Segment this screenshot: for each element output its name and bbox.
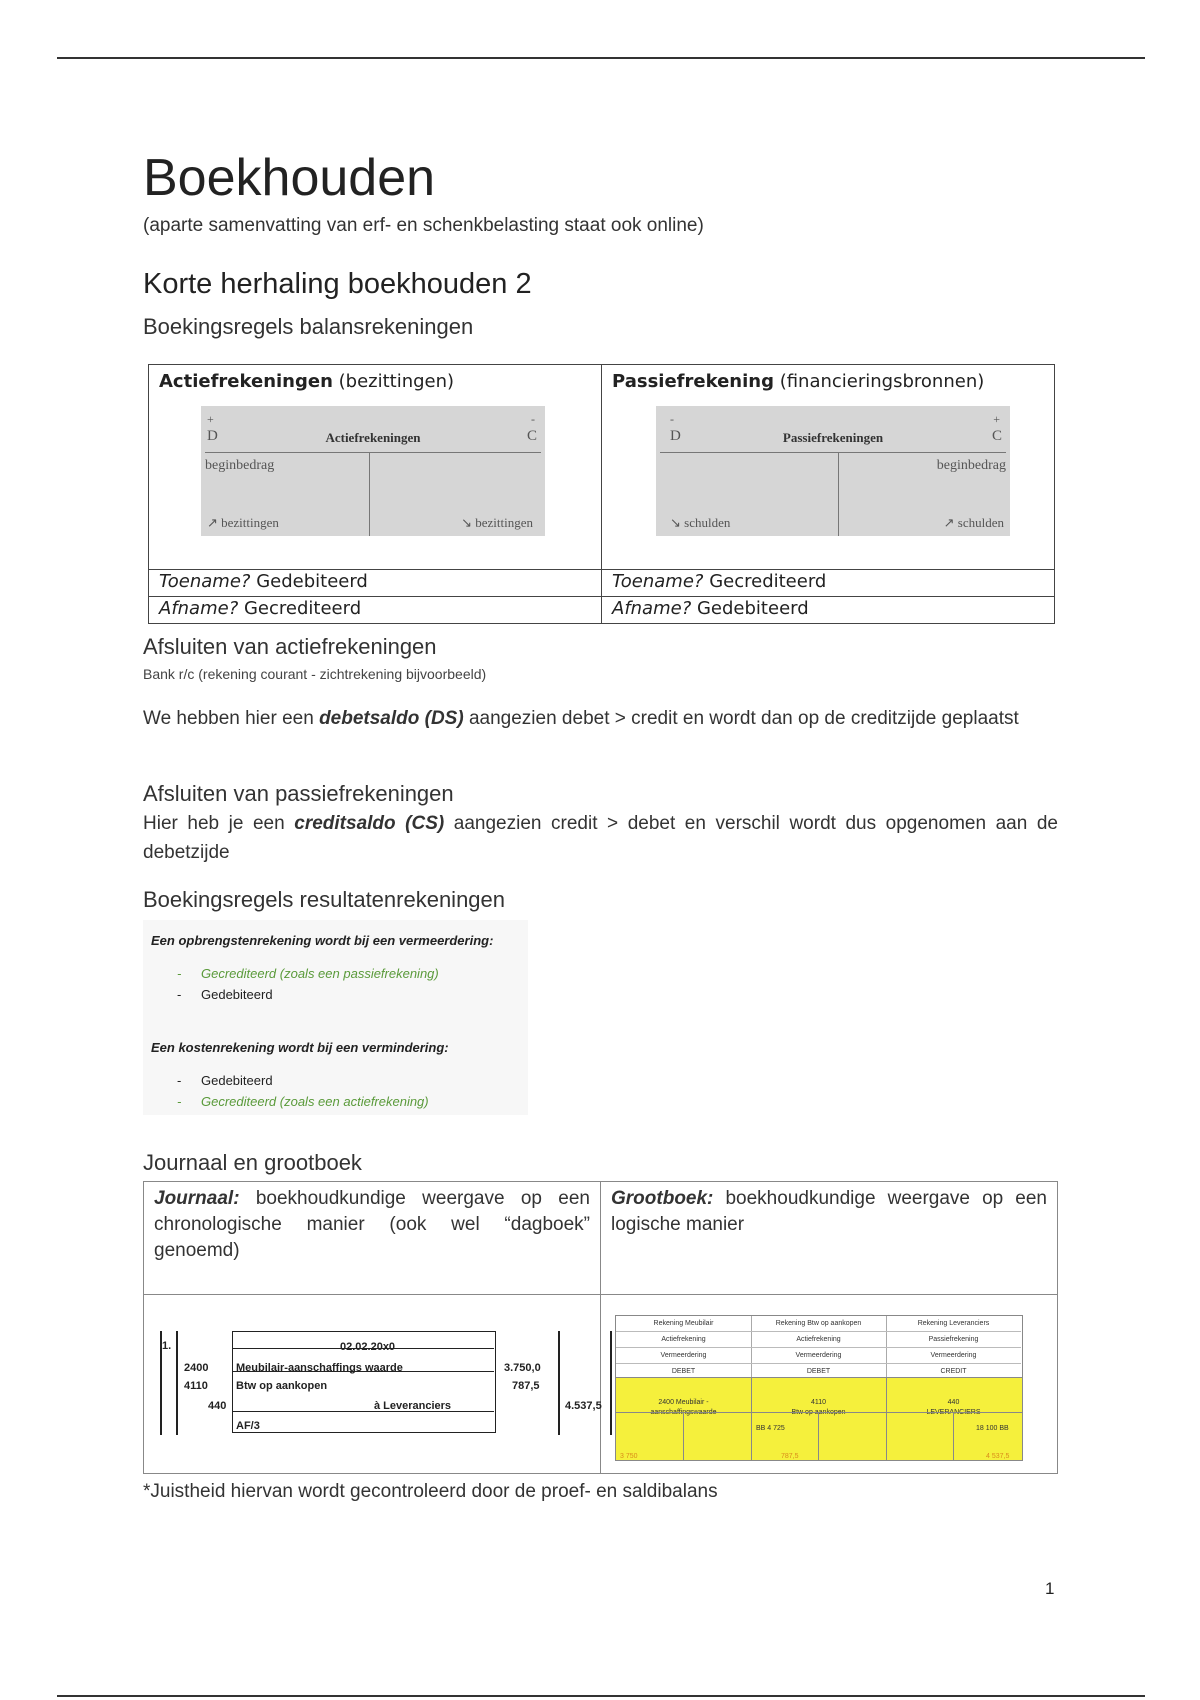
entry-desc-2: Btw op aankopen [236, 1380, 328, 1392]
resultaten-image: Een opbrengstenrekening wordt bij een vermeerdering: - Gecrediteerd (zoals een passiefrekening) - Gedebiteerd Een kostenrekening wordt bij een vermindering: - Gedebiteerd - Gecrediteerd (zoals een actiefrekening) [143, 920, 528, 1115]
entry-ref: AF/3 [236, 1420, 260, 1432]
passief-header-note: (financieringsbronnen) [773, 371, 985, 392]
passief-minus: - [670, 412, 674, 426]
passief-plus: + [993, 412, 1000, 426]
heading-balansrekeningen: Boekingsregels balansrekeningen [143, 314, 474, 339]
actief-decrease: ↘ bezittingen [461, 515, 533, 530]
entry-account-3: 440 [208, 1400, 227, 1412]
bank-note: Bank r/c (rekening courant - zichtrekening bijvoorbeeld) [143, 666, 487, 682]
passief-decrease: ↘ schulden [670, 515, 731, 530]
balans-table [148, 364, 1055, 624]
section-heading-herhaling: Korte herhaling boekhouden 2 [143, 268, 532, 300]
opbrengst-heading: Een opbrengstenrekening wordt bij een vermeerdering: [151, 933, 494, 948]
subtitle: (aparte samenvatting van erf- en schenkbelasting staat ook online) [143, 215, 704, 236]
journaal-entry-image [160, 1331, 620, 1441]
grootboek-definition: Grootboek: boekhoudkundige weergave op een logische manier [601, 1182, 1058, 1295]
actief-toename: Toename? Gedebiteerd [149, 570, 602, 597]
passief-beginbedrag: beginbedrag [936, 458, 1006, 473]
actief-ledger-name: Actiefrekeningen [325, 430, 421, 445]
actief-header: Actiefrekeningen [159, 371, 333, 392]
actief-afname: Afname? Gecrediteerd [149, 597, 602, 624]
entry-debit-1: 3.750,0 [504, 1362, 541, 1374]
actief-credit-label: C [526, 428, 537, 444]
actief-increase: ↗ bezittingen [207, 515, 279, 530]
journaal-table [143, 1181, 1058, 1474]
entry-number: 1. [162, 1340, 172, 1352]
passief-ledger-image [656, 406, 1010, 536]
passief-cell [602, 365, 1055, 570]
entry-account-2: 4110 [184, 1380, 208, 1392]
passief-credit-label: C [991, 428, 1002, 444]
actief-header-note: (bezittingen) [332, 371, 455, 392]
passief-header: Passiefrekening [612, 371, 774, 392]
entry-account-1: 2400 [184, 1362, 209, 1374]
actief-ledger-image [201, 406, 545, 536]
journaal-definition: Journaal: boekhoudkundige weergave op een chronologische manier (ook wel “dagboek” genoemd) [144, 1182, 601, 1295]
entry-credit-3: 4.537,5 [565, 1400, 602, 1412]
paragraph-debetsaldo: We hebben hier een debetsaldo (DS) aangezien debet > credit en wordt dan op de creditzijde geplaatst [143, 708, 1019, 729]
paragraph-creditsaldo: Hier heb je een creditsaldo (CS) aangezien credit > debet en verschil wordt dus opgenomen aan de debetzijde [143, 813, 1058, 863]
footnote: *Juistheid hiervan wordt gecontroleerd door de proef- en saldibalans [143, 1481, 718, 1502]
actief-beginbedrag: beginbedrag [205, 458, 275, 473]
kosten-heading: Een kostenrekening wordt bij een vermindering: [151, 1040, 449, 1055]
heading-afsluiten-actief: Afsluiten van actiefrekeningen [143, 634, 437, 659]
entry-desc-3: à Leveranciers [374, 1400, 452, 1412]
actief-minus: - [531, 412, 535, 426]
actief-plus: + [207, 412, 214, 426]
grootboek-example-cell [601, 1295, 1058, 1474]
heading-resultatenrekeningen: Boekingsregels resultatenrekeningen [143, 887, 506, 912]
footer-rule [57, 1695, 1145, 1697]
heading-afsluiten-passief: Afsluiten van passiefrekeningen [143, 781, 454, 806]
page-title: Boekhouden [143, 149, 436, 207]
passief-toename: Toename? Gecrediteerd [602, 570, 1055, 597]
actief-cell [149, 365, 602, 570]
actief-debet-label: D [207, 428, 218, 444]
passief-increase: ↗ schulden [943, 515, 1004, 530]
page-number: 1 [1045, 1579, 1055, 1598]
journaal-example-cell [144, 1295, 601, 1474]
grootboek-image: Rekening Meubilair Actiefrekening Vermeerdering DEBET Rekening Btw op aankopen Actiefrekening Vermeerdering DEBET Rekening Leveranciers Passiefrekening Vermeerdering CREDIT 2400 Meubilair - aanschaffingswaarde 4110 Btw op aankopen 440 LEVERANCIERS BB 4 725 18 100 BB 3 750 787,5 4 537,5 [615, 1315, 1021, 1459]
heading-journaal-grootboek: Journaal en grootboek [143, 1150, 362, 1175]
entry-desc-1: Meubilair-aanschaffings waarde [236, 1362, 403, 1374]
entry-date: 02.02.20x0 [340, 1341, 396, 1353]
entry-debit-2: 787,5 [512, 1380, 540, 1392]
passief-afname: Afname? Gedebiteerd [602, 597, 1055, 624]
header-rule [57, 57, 1145, 59]
passief-ledger-name: Passiefrekeningen [782, 430, 884, 445]
passief-debet-label: D [670, 428, 681, 444]
